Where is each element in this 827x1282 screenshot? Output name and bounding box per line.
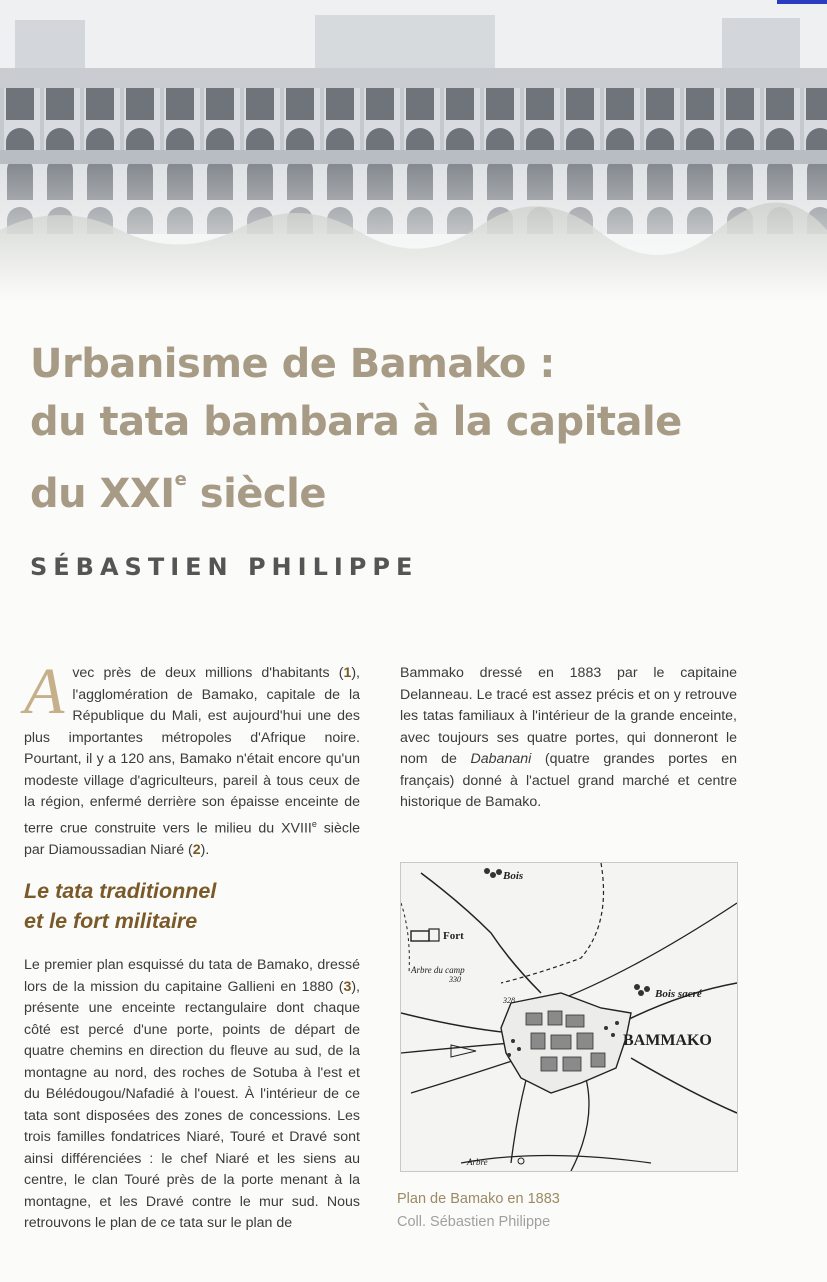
map-label-fort: Fort [443, 930, 464, 942]
column-two-paragraph: Bammako dressé en 1883 par le capitaine Delanneau. Le tracé est assez précis et on y retrouve les tatas familiaux à l'intérieur de la grande enceinte, avec toujours ses quatre portes, qui donneront le nom de Dabanani (quatre grandes portes en français) donné à l'actuel grand marché et centre historique de Bamako. [400, 665, 738, 810]
footnote-ref-2: 2 [192, 841, 201, 858]
header-photo-building [0, 0, 827, 300]
intro-paragraph: Avec près de deux millions d'habitants (1), l'agglomération de Bamako, capitale de la République du Mali, est aujourd'hui une des plus importantes métropoles d'Afrique noire. Pourtant, il y a 120 ans, Bamako n'était encore qu'un modeste village d'agriculteurs, pareil à tous ceux de la région, enfermé derrière son épaisse enceinte de terre crue construite vers le milieu du XVIIIe siècle par Diamoussadian Niaré (2). [24, 655, 360, 858]
map-label-bois-sacre: Bois sacré [655, 988, 702, 1000]
map-label-arbre: Arbre [467, 1157, 488, 1167]
footnote-ref-3: 3 [343, 978, 352, 995]
footnote-ref-1: 1 [343, 665, 352, 681]
corner-color-mark [777, 0, 827, 4]
drop-cap: A [24, 655, 65, 728]
map-caption [397, 1188, 560, 1234]
map-label-arbre-camp: Arbre du camp [411, 965, 465, 975]
map-label-town: BAMMAKO [623, 1032, 712, 1049]
title-line-1: Urbanisme de Bamako : [30, 341, 555, 387]
section-paragraph: Le premier plan esquissé du tata de Bamako, dressé lors de la mission du capitaine Gallieni en 1880 (3), présente une enceinte rectangulaire dont chaque côté est percé d'une porte, points de départ de quatre chemins en direction du fleuve au sud, de la montagne au nord, des roches de Sotuba à l'est et du Bélédougou/Nafadié à l'ouest. À l'intérieur de ce tata sont disposées des zones de concessions. Les trois familles fondatrices Niaré, Touré et Dravé sont ainsi différenciées : le chef Niaré et les siens au centre, le clan Touré près de la porte menant à la montagne, et les Dravé contre le mur sud. Nous retrouvons le plan de ce tata sur le plan de [24, 957, 360, 1231]
section-subheading: Le tata traditionnel et le fort militaire [24, 879, 217, 933]
article-title [30, 335, 690, 523]
map-label-330: 330 [449, 975, 461, 984]
map-label-328: 328 [503, 996, 515, 1005]
caption-title: Plan de Bamako en 1883 [397, 1191, 560, 1207]
caption-credit: Coll. Sébastien Philippe [397, 1214, 551, 1230]
map-label-bois: Bois [503, 870, 524, 882]
title-line-2: du tata bambara à la capitale [30, 399, 682, 445]
historic-map-bammako [400, 862, 738, 1172]
article-author: SÉBASTIEN PHILIPPE [30, 553, 419, 581]
title-line-3: du XXIe siècle [30, 469, 326, 517]
